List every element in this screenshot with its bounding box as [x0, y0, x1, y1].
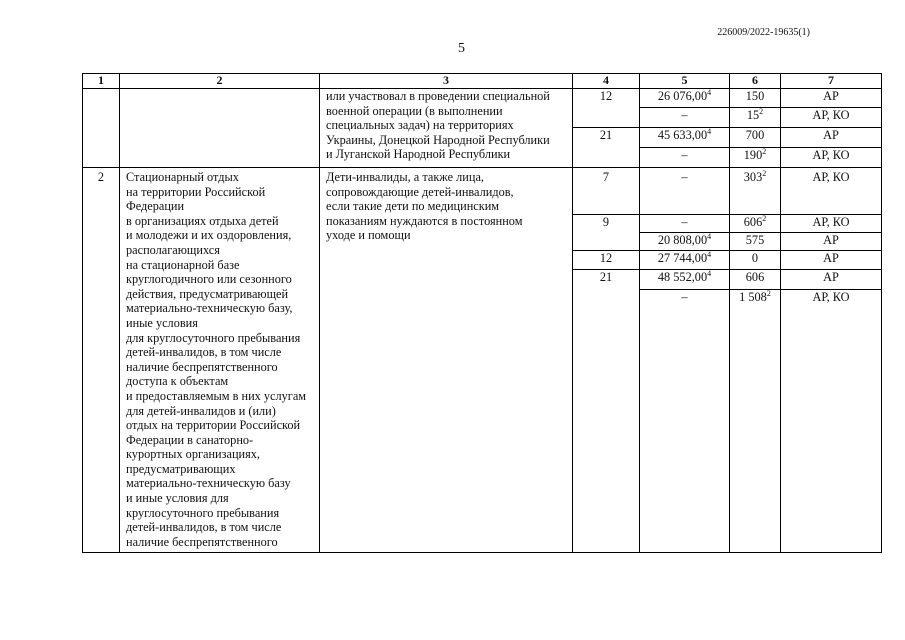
service-line: материально-техническую базу,	[126, 301, 293, 316]
recipient-line: если такие дети по медицинским	[326, 199, 500, 214]
quantity-cell: 150	[730, 89, 781, 108]
column-header: 5	[640, 74, 730, 89]
quantity-cell: 606	[730, 270, 781, 290]
days-cell: 9	[573, 215, 640, 251]
table-row	[83, 168, 882, 215]
days-cell: 21	[573, 128, 640, 168]
recipient-line: военной операции (в выполнении	[326, 103, 503, 118]
basis-cell: АР	[781, 270, 882, 290]
service-line: круглогодичного или сезонного	[126, 272, 292, 287]
quantity-cell: 700	[730, 128, 781, 148]
recipient-line: сопровождающие детей-инвалидов,	[326, 184, 514, 199]
basis-cell: АР, КО	[781, 215, 882, 233]
basis-cell: АР	[781, 251, 882, 270]
quantity-cell: $15^2$	[730, 108, 781, 128]
days-cell: 12	[573, 251, 640, 270]
price-cell: 26 076,00$^4$	[640, 89, 730, 108]
service-line: на стационарной базе	[126, 257, 240, 272]
service-line: детей-инвалидов, в том числе	[126, 345, 282, 360]
recipient-line: специальных задач) на территориях	[326, 118, 514, 133]
days-cell: 12	[573, 89, 640, 128]
service-line: и иные условия для	[126, 491, 229, 506]
service-line: наличие беспрепятственного	[126, 534, 278, 549]
basis-cell: АР	[781, 128, 882, 148]
basis-cell: АР, КО	[781, 108, 882, 128]
service-line: курортных организациях,	[126, 447, 260, 462]
service-line: Стационарный отдых	[126, 170, 239, 184]
service-line: Федерации	[126, 199, 185, 214]
column-header: 3	[320, 74, 573, 89]
quantity-cell: 0	[730, 251, 781, 270]
service-line: для круглосуточного пребывания	[126, 330, 301, 345]
basis-cell: АР	[781, 233, 882, 251]
price-cell: 45 633,00$^4$	[640, 128, 730, 148]
service-line: наличие беспрепятственного	[126, 359, 278, 374]
price-cell: –	[640, 290, 730, 553]
recipient-line: уходе и помощи	[326, 228, 411, 243]
service-line: действия, предусматривающей	[126, 286, 289, 301]
column-header: 7	[781, 74, 882, 89]
quantity-cell: $606^2$	[730, 215, 781, 233]
days-cell: 21	[573, 270, 640, 553]
basis-cell: АР, КО	[781, 290, 882, 553]
service-line: для детей-инвалидов и (или)	[126, 403, 276, 418]
price-cell: –	[640, 168, 730, 215]
page-number: 5	[458, 41, 465, 56]
document-number: 226009/2022-19635(1)	[717, 27, 810, 38]
quantity-cell: 1 $508^2$	[730, 290, 781, 553]
price-cell: –	[640, 108, 730, 128]
quantity-cell: $303^2$	[730, 168, 781, 215]
service-line: Федерации в санаторно-	[126, 432, 254, 447]
service-line: доступа к объектам	[126, 374, 229, 389]
row-number-cell: 2	[83, 168, 120, 553]
table-row	[83, 89, 882, 108]
recipient-line: Дети-инвалиды, а также лица,	[326, 170, 484, 184]
service-line: отдых на территории Российской	[126, 418, 301, 433]
price-cell: –	[640, 148, 730, 168]
recipient-cell	[320, 89, 573, 168]
service-line: детей-инвалидов, в том числе	[126, 520, 282, 535]
service-line: и молодежи и их оздоровления,	[126, 228, 292, 243]
data-table	[82, 73, 882, 553]
recipient-line: или участвовал в проведении специальной	[326, 89, 550, 103]
basis-cell: АР, КО	[781, 148, 882, 168]
service-line: круглосуточного пребывания	[126, 505, 280, 520]
service-cell	[120, 168, 320, 553]
price-cell: –	[640, 215, 730, 233]
service-line: предусматривающих	[126, 461, 236, 476]
service-line: располагающихся	[126, 242, 220, 257]
service-line: в организациях отдыха детей	[126, 213, 279, 228]
service-line: материально-техническую базу	[126, 476, 291, 491]
basis-cell: АР	[781, 89, 882, 108]
price-cell: 20 808,00$^4$	[640, 233, 730, 251]
quantity-cell: $190^2$	[730, 148, 781, 168]
column-header: 1	[83, 74, 120, 89]
basis-cell: АР, КО	[781, 168, 882, 215]
service-line: на территории Российской	[126, 184, 266, 199]
column-header: 6	[730, 74, 781, 89]
price-cell: 48 552,00$^4$	[640, 270, 730, 290]
recipient-line: Украины, Донецкой Народной Республики	[326, 132, 550, 147]
days-cell: 7	[573, 168, 640, 215]
table-header-row	[83, 74, 882, 89]
service-line: и предоставляемым в них услугам	[126, 388, 307, 403]
recipient-line: показаниям нуждаются в постоянном	[326, 213, 523, 228]
service-line: иные условия	[126, 315, 198, 330]
price-cell: 27 744,00$^4$	[640, 251, 730, 270]
service-cell	[120, 89, 320, 168]
column-header: 4	[573, 74, 640, 89]
quantity-cell: 575	[730, 233, 781, 251]
column-header: 2	[120, 74, 320, 89]
recipient-cell	[320, 168, 573, 553]
recipient-line: и Луганской Народной Республики	[326, 147, 511, 162]
row-number-cell	[83, 89, 120, 168]
